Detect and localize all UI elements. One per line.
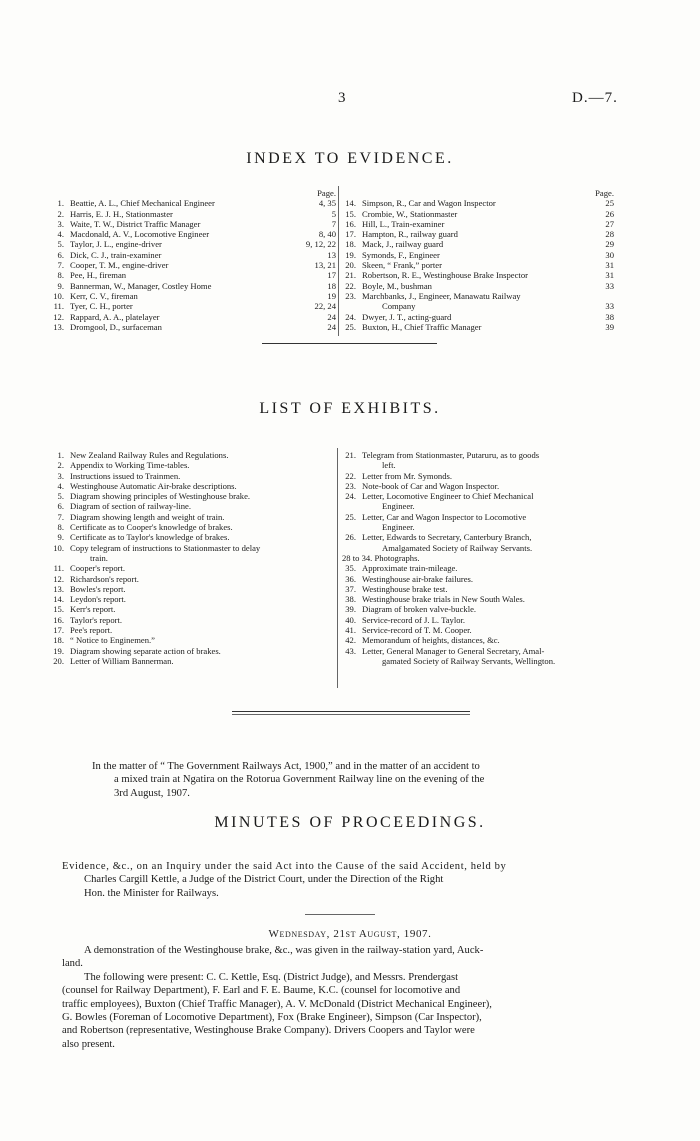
exhibit-text: Letter from Mr. Symonds. <box>362 470 452 481</box>
exhibit-entry <box>342 615 614 625</box>
exhibit-entry <box>50 604 334 614</box>
entry-number: 23. <box>345 290 356 301</box>
index-entry <box>50 209 336 219</box>
entry-page: 9, 12, 22 <box>305 239 336 250</box>
entry-page: 25 <box>605 198 614 209</box>
index-right-column <box>342 188 614 332</box>
exhibit-text: Instructions issued to Trainmen. <box>70 470 181 481</box>
index-entry <box>50 250 336 260</box>
index-entry <box>342 239 614 249</box>
exhibit-text: Pee's report. <box>70 625 113 636</box>
exhibit-entry <box>50 532 334 542</box>
exhibit-text: Diagram of section of railway-line. <box>70 501 191 512</box>
exhibit-text: Bowles's report. <box>70 583 126 594</box>
entry-name: Rappard, A. A., platelayer <box>70 311 160 322</box>
index-entry <box>50 281 336 291</box>
entry-number: 12. <box>53 311 64 322</box>
exhibit-text: Service-record of J. L. Taylor. <box>362 614 466 625</box>
index-entry <box>342 198 614 208</box>
exhibit-entry <box>50 553 334 563</box>
entry-number: 19. <box>345 249 356 260</box>
index-entry <box>50 270 336 280</box>
index-entry <box>342 291 614 301</box>
exhibit-text: Westinghouse Automatic Air-brake descriptions. <box>70 480 237 491</box>
index-left-column <box>50 188 336 332</box>
exhibit-text: Cooper's report. <box>70 563 126 574</box>
entry-number: 13. <box>53 321 64 332</box>
exhibit-number: 24. <box>345 491 356 502</box>
entry-number: 2. <box>57 208 64 219</box>
index-entry <box>342 250 614 260</box>
exhibit-entry <box>342 594 614 604</box>
entry-name: Hampton, R., railway guard <box>362 229 458 240</box>
matter-line: a mixed train at Ngatira on the Rotorua Government Railway line on the evening of the <box>114 774 485 786</box>
exhibit-entry <box>342 563 614 573</box>
index-entry <box>342 301 614 311</box>
exhibit-number: 25. <box>345 511 356 522</box>
entry-number: 15. <box>345 208 356 219</box>
exhibit-number: 15. <box>53 604 64 615</box>
entry-name: Tyer, C. H., porter <box>70 301 133 312</box>
entry-number: 18. <box>345 239 356 250</box>
exhibit-number <box>342 522 356 532</box>
exhibit-entry <box>50 656 334 666</box>
entry-name: Dwyer, J. T., acting-guard <box>362 311 452 322</box>
entry-page: 13, 21 <box>314 260 336 271</box>
exhibit-entry <box>342 471 614 481</box>
document-reference: D.—7. <box>572 90 618 106</box>
entry-name: Macdonald, A. V., Locomotive Engineer <box>70 229 210 240</box>
index-entry <box>50 322 336 332</box>
exhibit-entry <box>50 501 334 511</box>
entry-number: 5. <box>57 239 64 250</box>
entry-page <box>588 291 614 301</box>
index-entry <box>50 239 336 249</box>
entry-page: 17 <box>327 270 336 281</box>
exhibit-number: 43. <box>345 645 356 656</box>
exhibit-number: 21. <box>345 450 356 460</box>
exhibit-text: gamated Society of Railway Servants, Wellington. <box>382 655 556 666</box>
exhibit-number: 10. <box>53 542 64 553</box>
exhibit-entry <box>342 450 614 460</box>
exhibit-text: Amalgamated Society of Railway Servants. <box>382 542 533 553</box>
index-entry <box>50 198 336 208</box>
exhibit-text: Letter, Edwards to Secretary, Canterbury Branch, <box>362 532 532 543</box>
entry-name: Dick, C. J., train-examiner <box>70 249 162 260</box>
entry-page: 39 <box>605 321 614 332</box>
body-line: land. <box>62 958 83 970</box>
exhibit-entry <box>50 512 334 522</box>
exhibit-text: left. <box>382 460 396 471</box>
exhibit-number <box>342 543 356 553</box>
entry-number: 4. <box>57 229 64 240</box>
body-line: A demonstration of the Westinghouse brake, &c., was given in the railway-station yard, Auck- <box>84 945 484 956</box>
exhibit-entry <box>50 481 334 491</box>
exhibit-number <box>342 460 356 470</box>
exhibit-number: 37. <box>345 583 356 594</box>
exhibit-entry <box>342 553 614 563</box>
exhibit-number: 23. <box>345 480 356 491</box>
entry-number: 17. <box>345 229 356 240</box>
entry-page: 24 <box>327 321 336 332</box>
exhibit-entry <box>342 656 614 666</box>
exhibit-number: 12. <box>53 573 64 584</box>
entry-number: 1. <box>57 198 64 209</box>
evidence-line: Charles Cargill Kettle, a Judge of the District Court, under the Direction of the Right <box>84 874 444 886</box>
entry-page: 33 <box>605 301 614 312</box>
exhibit-text: Memorandum of heights, distances, &c. <box>362 635 500 646</box>
entry-name: Crombie, W., Stationmaster <box>362 208 458 219</box>
index-entry <box>342 281 614 291</box>
index-entry <box>342 209 614 219</box>
entry-number: 11. <box>53 301 64 312</box>
section-divider <box>232 711 470 712</box>
exhibit-text: Diagram showing separate action of brakes. <box>70 645 221 656</box>
entry-page: 8, 40 <box>318 229 336 240</box>
exhibit-number: 35. <box>345 563 356 574</box>
index-entry <box>50 229 336 239</box>
exhibit-entry <box>50 625 334 635</box>
exhibit-entry <box>342 481 614 491</box>
entry-number: 25. <box>345 321 356 332</box>
exhibit-entry <box>342 491 614 501</box>
entry-page: 31 <box>605 260 614 271</box>
entry-page: 18 <box>327 280 336 291</box>
page-number: 3 <box>338 90 346 106</box>
exhibit-number: 38. <box>345 594 356 605</box>
exhibit-entry <box>50 460 334 470</box>
entry-name: Company <box>382 301 416 312</box>
entry-name: Simpson, R., Car and Wagon Inspector <box>362 198 496 209</box>
exhibit-entry <box>50 543 334 553</box>
exhibit-entry <box>342 625 614 635</box>
entry-number: 3. <box>57 218 64 229</box>
entry-number: 14. <box>345 198 356 209</box>
section-divider <box>232 714 470 715</box>
exhibit-entry <box>50 574 334 584</box>
exhibit-number: 42. <box>345 635 356 646</box>
exhibit-text: Approximate train-mileage. <box>362 563 458 574</box>
body-line: and Robertson (representative, Westinghouse Brake Company). Drivers Coopers and Taylor were <box>62 1025 475 1037</box>
exhibit-number: 5. <box>57 491 64 502</box>
exhibit-text: Copy telegram of instructions to Stationmaster to delay <box>70 542 261 553</box>
entry-page: 33 <box>605 280 614 291</box>
exhibit-entry <box>342 460 614 470</box>
entry-name: Marchbanks, J., Engineer, Manawatu Railway <box>362 290 521 301</box>
exhibit-number: 11. <box>53 563 64 574</box>
exhibit-text: Leydon's report. <box>70 594 126 605</box>
exhibit-entry <box>342 543 614 553</box>
exhibit-text: Letter, General Manager to General Secretary, Amal- <box>362 645 545 656</box>
exhibit-text: Appendix to Working Time-tables. <box>70 460 190 471</box>
index-entry <box>342 270 614 280</box>
exhibit-entry <box>50 635 334 645</box>
entry-name: Hill, L., Train-examiner <box>362 218 445 229</box>
exhibit-entry <box>342 512 614 522</box>
exhibit-number: 17. <box>53 625 64 636</box>
exhibit-number: 40. <box>345 614 356 625</box>
exhibit-number: 2. <box>57 460 64 471</box>
column-divider <box>337 448 338 688</box>
entry-number: 21. <box>345 270 356 281</box>
exhibit-text: Certificate as to Cooper's knowledge of brakes. <box>70 522 233 533</box>
entry-name: Boyle, M., bushman <box>362 280 432 291</box>
entry-page: 24 <box>327 311 336 322</box>
entry-name: Waite, T. W., District Traffic Manager <box>70 218 201 229</box>
body-line: G. Bowles (Foreman of Locomotive Department), Fox (Brake Engineer), Simpson (Car Inspector), <box>62 1012 482 1024</box>
exhibit-entry <box>50 615 334 625</box>
exhibit-number: 8. <box>57 522 64 533</box>
entry-name: Mack, J., railway guard <box>362 239 444 250</box>
entry-page: 22, 24 <box>314 301 336 312</box>
evidence-line: Evidence, &c., on an Inquiry under the said Act into the Cause of the said Accident, held by <box>62 861 507 872</box>
exhibit-number: 6. <box>57 501 64 512</box>
body-line: also present. <box>62 1038 115 1050</box>
exhibit-text: Certificate as to Taylor's knowledge of brakes. <box>70 532 230 543</box>
entry-name: Kerr, C. V., fireman <box>70 290 138 301</box>
exhibit-entry <box>50 594 334 604</box>
matter-line: In the matter of “ The Government Railways Act, 1900,” and in the matter of an accident to <box>92 761 480 772</box>
entry-name: Dromgool, D., surfaceman <box>70 321 162 332</box>
index-entry <box>50 219 336 229</box>
entry-number: 16. <box>345 218 356 229</box>
exhibit-text: Letter, Locomotive Engineer to Chief Mechanical <box>362 491 534 502</box>
body-line: The following were present: C. C. Kettle, Esq. (District Judge), and Messrs. Prendergast <box>84 971 459 983</box>
exhibit-number: 41. <box>345 625 356 636</box>
body-text <box>62 944 622 1051</box>
exhibit-number: 16. <box>53 614 64 625</box>
index-entry <box>342 260 614 270</box>
exhibit-text: Westinghouse brake test. <box>362 583 448 594</box>
exhibit-text: Diagram showing principles of Westinghouse brake. <box>70 491 251 502</box>
entry-number: 8. <box>57 270 64 281</box>
entry-number <box>342 301 356 311</box>
exhibit-entry <box>50 563 334 573</box>
entry-name: Harris, E. J. H., Stationmaster <box>70 208 173 219</box>
exhibit-text: Note-book of Car and Wagon Inspector. <box>362 480 500 491</box>
entry-name: Robertson, R. E., Westinghouse Brake Inspector <box>362 270 528 281</box>
exhibit-entry <box>342 584 614 594</box>
index-entry <box>342 312 614 322</box>
index-entry <box>50 260 336 270</box>
exhibit-entry <box>342 522 614 532</box>
exhibit-number: 4. <box>57 480 64 491</box>
section-divider <box>305 914 375 915</box>
exhibit-number: 3. <box>57 470 64 481</box>
matter-line: 3rd August, 1907. <box>114 787 190 799</box>
exhibit-entry <box>50 522 334 532</box>
entry-page: 28 <box>605 229 614 240</box>
exhibit-text: Taylor's report. <box>70 614 123 625</box>
matter-paragraph <box>92 760 612 800</box>
body-line: traffic employees), Buxton (Chief Traffic Manager), A. V. McDonald (District Mechanical Engineer), <box>62 998 492 1010</box>
exhibit-number: 26. <box>345 532 356 543</box>
entry-number: 9. <box>57 280 64 291</box>
entry-page: 29 <box>605 239 614 250</box>
exhibit-text: 28 to 34. Photographs. <box>342 552 420 563</box>
exhibit-number: 22. <box>345 470 356 481</box>
entry-name: Bannerman, W., Manager, Costley Home <box>70 280 212 291</box>
entry-page: 38 <box>605 311 614 322</box>
index-entry <box>342 322 614 332</box>
index-entry <box>50 291 336 301</box>
exhibit-text: Letter of William Bannerman. <box>70 655 174 666</box>
entry-name: Pee, H., fireman <box>70 270 127 281</box>
column-divider <box>338 186 339 336</box>
exhibit-number: 7. <box>57 511 64 522</box>
index-entry <box>50 312 336 322</box>
date-heading: Wednesday, 21st August, 1907. <box>268 928 432 940</box>
exhibit-text: New Zealand Railway Rules and Regulations. <box>70 450 229 460</box>
entry-name: Cooper, T. M., engine-driver <box>70 260 169 271</box>
entry-number: 22. <box>345 280 356 291</box>
exhibit-number: 36. <box>345 573 356 584</box>
minutes-title: MINUTES OF PROCEEDINGS. <box>214 814 486 831</box>
entry-number: 20. <box>345 260 356 271</box>
exhibit-text: Letter, Car and Wagon Inspector to Locomotive <box>362 511 527 522</box>
page-label: Page. <box>595 188 614 198</box>
entry-name: Skeen, “ Frank,” porter <box>362 260 442 271</box>
entry-page: 27 <box>605 218 614 229</box>
index-entry <box>342 229 614 239</box>
exhibit-text: Diagram of broken valve-buckle. <box>362 604 477 615</box>
exhibit-text: Engineer. <box>382 522 415 533</box>
exhibit-number <box>50 553 64 563</box>
exhibit-entry <box>342 646 614 656</box>
exhibit-entry <box>50 450 334 460</box>
entry-number: 10. <box>53 290 64 301</box>
page-label: Page. <box>317 188 336 198</box>
entry-page: 19 <box>327 290 336 301</box>
exhibits-title: LIST OF EXHIBITS. <box>259 400 441 417</box>
entry-page: 7 <box>331 218 336 229</box>
exhibit-number: 19. <box>53 645 64 656</box>
entry-name: Taylor, J. L., engine-driver <box>70 239 162 250</box>
exhibit-text: train. <box>90 552 108 563</box>
exhibit-entry <box>342 532 614 542</box>
section-divider <box>262 343 437 344</box>
exhibit-text: Westinghouse air-brake failures. <box>362 573 474 584</box>
entry-name: Buxton, H., Chief Traffic Manager <box>362 321 482 332</box>
exhibit-text: Westinghouse brake trials in New South Wales. <box>362 594 525 605</box>
exhibit-entry <box>342 635 614 645</box>
entry-page: 30 <box>605 249 614 260</box>
exhibit-text: Engineer. <box>382 501 415 512</box>
exhibit-entry <box>50 646 334 656</box>
entry-page: 13 <box>327 249 336 260</box>
entry-page: 4, 35 <box>318 198 336 209</box>
exhibit-entry <box>342 501 614 511</box>
exhibit-number: 13. <box>53 583 64 594</box>
entry-page: 5 <box>331 208 336 219</box>
exhibit-text: Richardson's report. <box>70 573 139 584</box>
index-title: INDEX TO EVIDENCE. <box>246 150 454 167</box>
evidence-paragraph <box>62 860 622 900</box>
exhibit-number: 9. <box>57 532 64 543</box>
index-entry <box>50 301 336 311</box>
exhibit-text: Kerr's report. <box>70 604 116 615</box>
entry-number: 6. <box>57 249 64 260</box>
exhibit-text: Diagram showing length and weight of train. <box>70 511 225 522</box>
exhibit-number: 18. <box>53 635 64 646</box>
exhibit-entry <box>50 491 334 501</box>
exhibit-number: 1. <box>57 450 64 460</box>
entry-number: 7. <box>57 260 64 271</box>
exhibit-number: 39. <box>345 604 356 615</box>
evidence-line: Hon. the Minister for Railways. <box>84 887 219 899</box>
entry-page: 26 <box>605 208 614 219</box>
exhibit-entry <box>50 471 334 481</box>
exhibit-text: “ Notice to Enginemen.” <box>70 635 155 646</box>
exhibit-number <box>342 501 356 511</box>
exhibits-right-column <box>342 450 614 666</box>
exhibit-entry <box>342 604 614 614</box>
entry-name: Beattie, A. L., Chief Mechanical Engineer <box>70 198 215 209</box>
exhibit-text: Service-record of T. M. Cooper. <box>362 625 472 636</box>
body-line: (counsel for Railway Department), F. Earl and F. E. Baume, K.C. (counsel for locomotive and <box>62 985 461 997</box>
exhibit-number: 14. <box>53 594 64 605</box>
entry-name: Symonds, F., Engineer <box>362 249 440 260</box>
exhibit-entry <box>50 584 334 594</box>
exhibits-left-column <box>50 450 334 666</box>
entry-number: 24. <box>345 311 356 322</box>
exhibit-entry <box>342 574 614 584</box>
exhibit-text: Telegram from Stationmaster, Putaruru, as to goods <box>362 450 540 460</box>
index-entry <box>342 219 614 229</box>
exhibit-number: 20. <box>53 655 64 666</box>
exhibit-number <box>342 656 356 666</box>
entry-page: 31 <box>605 270 614 281</box>
